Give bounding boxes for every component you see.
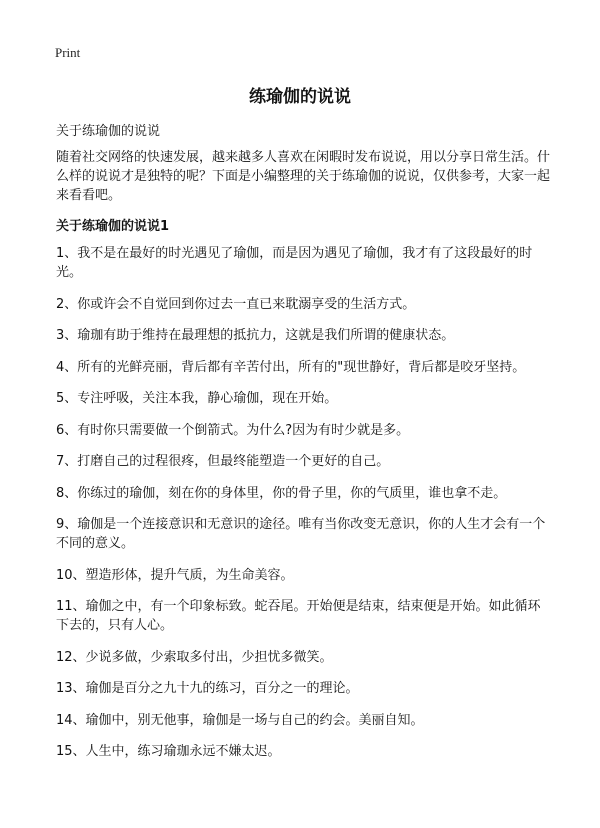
page-title: 练瑜伽的说说 — [249, 87, 351, 107]
list-item: 14、瑜伽中，别无他事，瑜伽是一场与自己的约会。美丽自知。 — [56, 712, 424, 728]
list-item: 5、专注呼吸，关注本我，静心瑜伽，现在开始。 — [56, 391, 338, 406]
list-item: 11、瑜伽之中，有一个印象标致。蛇吞尾。开始便是结束，结束便是开始。如此循环下去的，只有人心。 — [56, 599, 541, 633]
list-item: 6、有时你只需要做一个倒箭式。为什么?因为有时少就是多。 — [56, 422, 410, 438]
intro-paragraph: 随着社交网络的快速发展，越来越多人喜欢在闲暇时发布说说，用以分享日常生活。什么样的说说才是独特的呢？下面是小编整理的关于练瑜伽的说说，仅供参考，大家一起来看看吧。 — [56, 150, 551, 203]
list-item: 15、人生中，练习瑜珈永远不嫌太迟。 — [56, 744, 281, 759]
list-item: 8、你练过的瑜伽，刻在你的身体里，你的骨子里，你的气质里，谁也拿不走。 — [56, 485, 507, 501]
list-item: 4、所有的光鲜亮丽，背后都有辛苦付出，所有的"现世静好，背后都是咬牙坚持。 — [56, 359, 526, 375]
subtitle: 关于练瑜伽的说说 — [56, 124, 161, 139]
print-link[interactable]: Print — [55, 45, 81, 60]
list-item: 9、瑜伽是一个连接意识和无意识的途径。唯有当你改变无意识，你的人生才会有一个不同的意义。 — [56, 517, 546, 551]
list-item: 1、我不是在最好的时光遇见了瑜伽，而是因为遇见了瑜伽，我才有了这段最好的时光。 — [56, 246, 533, 280]
list-item: 7、打磨自己的过程很疼，但最终能塑造一个更好的自己。 — [56, 454, 390, 469]
list-item: 10、塑造形体，提升气质，为生命美容。 — [56, 567, 294, 583]
list-item: 13、瑜伽是百分之九十九的练习，百分之一的理论。 — [56, 681, 359, 696]
list-item: 12、少说多做，少索取多付出，少担忧多微笑。 — [56, 649, 333, 665]
section-heading: 关于练瑜伽的说说1 — [56, 219, 170, 234]
quote-list — [56, 244, 551, 774]
list-item: 2、你或许会不自觉回到你过去一直已来耽溺享受的生活方式。 — [56, 296, 416, 312]
list-item: 3、瑜珈有助于维持在最理想的抵抗力，这就是我们所谓的健康状态。 — [56, 328, 455, 343]
